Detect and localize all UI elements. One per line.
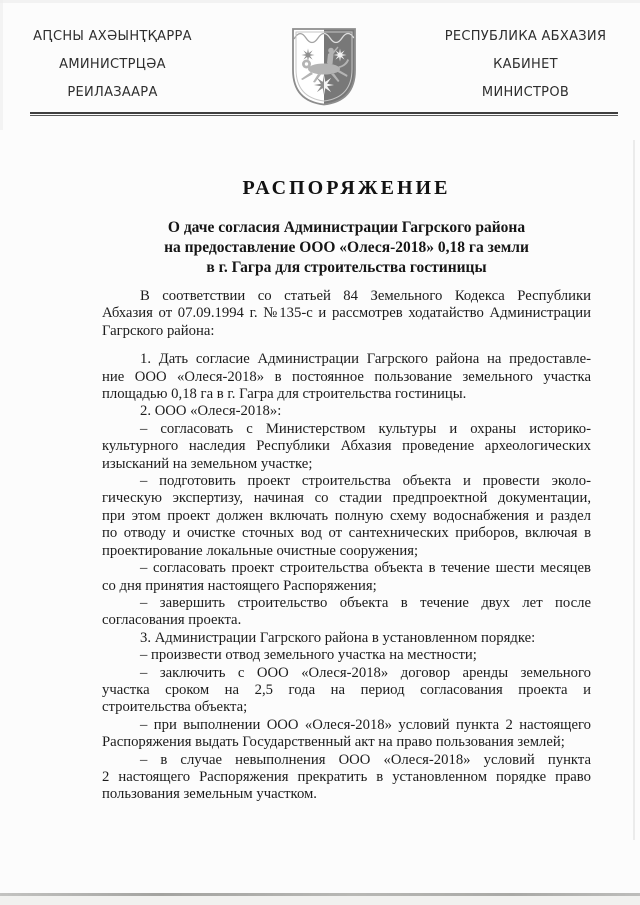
text-line: ние ООО «Олеся-2018» в постоянное пользование земельного участка <box>102 368 591 385</box>
scan-edge-left <box>0 0 3 130</box>
paragraph <box>102 403 591 420</box>
text-line: 2 настоящего Распоряжения прекратить в установленном порядке право <box>102 768 591 785</box>
paragraph <box>102 421 591 473</box>
paragraph <box>102 595 591 630</box>
subtitle-line: на предоставление ООО «Олеся-2018» 0,18 га земли <box>164 239 529 256</box>
text-line: строительства объекта; <box>102 699 248 716</box>
paragraph <box>102 288 591 340</box>
abkhazia-coat-of-arms-icon <box>287 24 361 108</box>
text-line: со дня принятия настоящего Распоряжения; <box>102 577 377 594</box>
document-subtitle <box>102 218 591 278</box>
scan-edge-right <box>633 140 635 840</box>
text-line: площадью 0,18 га в г. Гагра для строительства гостиницы. <box>102 386 467 403</box>
paragraph <box>102 473 591 560</box>
text-line: 2. ООО «Олеся-2018»: <box>140 403 282 420</box>
header-abkhaz-line: РЕИЛАЗААРА <box>67 85 158 100</box>
scan-edge-top <box>0 0 640 3</box>
header-abkhaz-title <box>10 30 215 114</box>
header-russian-line: МИНИСТРОВ <box>481 85 570 100</box>
header-russian-line: КАБИНЕТ <box>493 57 558 72</box>
text-line: – при выполнении ООО «Олеся-2018» условий пункта 2 настоящего <box>140 716 591 733</box>
text-line: – заключить с ООО «Олеся-2018» договор аренды земельного <box>140 664 591 681</box>
paragraph <box>102 647 591 664</box>
text-line: Распоряжения выдать Государственный акт на право пользования землей; <box>102 734 565 751</box>
text-line: 3. Администрации Гагрского района в установленном порядке: <box>140 629 536 646</box>
text-line: – согласовать проект строительства объекта в течение шести месяцев <box>140 560 591 577</box>
text-line: – подготовить проект строительства объекта и провести эколо- <box>140 473 591 490</box>
subtitle-line: в г. Гагра для строительства гостиницы <box>206 259 487 276</box>
header-divider-rule <box>30 112 618 116</box>
text-line: участка сроком на 2,5 года на период согласования проекта и <box>102 681 591 698</box>
text-line: – в случае невыполнения ООО «Олеся-2018» условий пункта <box>140 751 591 768</box>
paragraph <box>102 752 591 804</box>
text-line: согласования проекта. <box>102 612 242 629</box>
text-line: 1. Дать согласие Администрации Гагрского района на предоставле- <box>140 351 591 368</box>
header-russian-line: РЕСПУБЛИКА АБХАЗИЯ <box>444 29 607 44</box>
subtitle-line: О даче согласия Администрации Гагрского района <box>167 219 526 236</box>
header-abkhaz-line: АМИНИСТРЦӘА <box>59 57 166 72</box>
document-title: РАСПОРЯЖЕНИЕ <box>242 177 451 199</box>
text-line: В соответствии со статьей 84 Земельного Кодекса Республики <box>140 288 591 304</box>
text-line: по отводу и очистке сточных вод от сантехнических приборов, включая в <box>102 525 591 542</box>
document-content <box>102 177 591 804</box>
paragraph <box>102 560 591 595</box>
text-line: – произвести отвод земельного участка на местности; <box>140 647 477 664</box>
header-russian-title <box>423 30 628 114</box>
text-line: – согласовать с Министерством культуры и охраны историко- <box>140 420 591 437</box>
text-line: Абхазия от 07.09.1994 г. №135-с и рассмотрев ходатайство Администрации <box>102 305 591 322</box>
paragraph <box>102 351 591 403</box>
text-line: культурного наследия Республики Абхазия проведение археологических <box>102 438 591 455</box>
text-line: при этом проект должен включать полную схему водоснабжения и раздел <box>102 507 591 524</box>
paragraph <box>102 665 591 717</box>
text-line: проектирование локальные очистные сооружения; <box>102 542 419 559</box>
scan-footer-area <box>0 896 640 905</box>
text-line: Гагрского района: <box>102 322 215 339</box>
text-line: изысканий на земельном участке; <box>102 455 313 472</box>
text-line: гическую экспертизу, начиная со стадии предпроектной документации, <box>102 490 591 507</box>
document-body <box>102 288 591 804</box>
paragraph <box>102 630 591 647</box>
paragraph <box>102 717 591 752</box>
text-line: – завершить строительство объекта в течение двух лет после <box>140 594 591 611</box>
text-line: пользования земельным участком. <box>102 786 317 803</box>
header-abkhaz-line: АԤСНЫ АХӘЫНҬҚАРРА <box>33 29 192 44</box>
